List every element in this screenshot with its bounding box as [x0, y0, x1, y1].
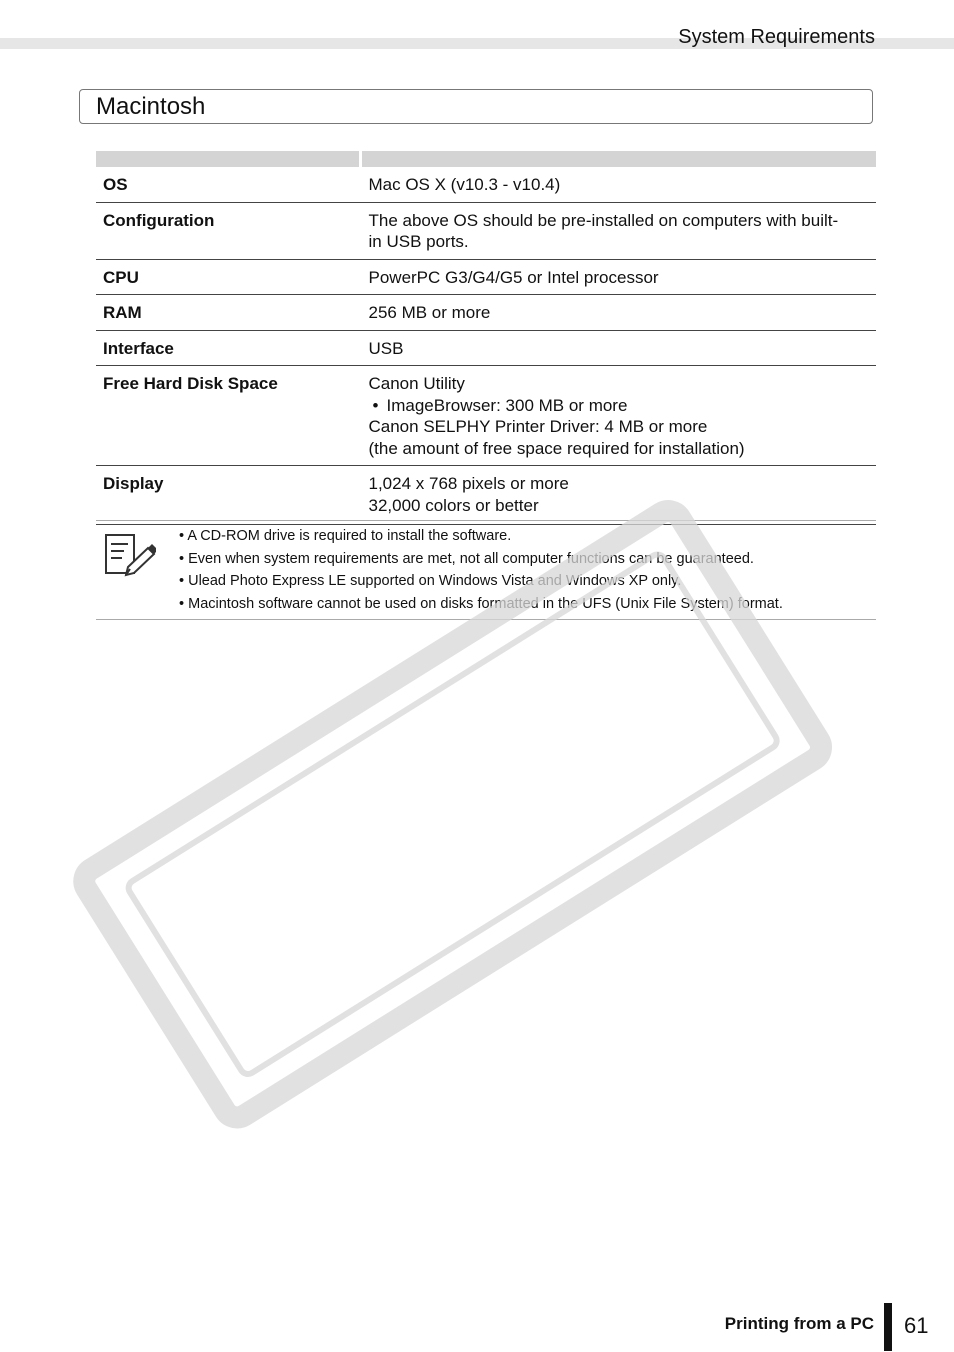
note-box: [96, 520, 876, 620]
row-label-configuration: Configuration: [96, 202, 361, 259]
row-value-configuration: [361, 202, 877, 259]
row-label-os: OS: [96, 167, 361, 202]
table-row: [96, 259, 876, 295]
list-item: • A CD-ROM drive is required to install the software.: [179, 525, 783, 548]
value-line: 1,024 x 768 pixels or more: [368, 474, 569, 493]
value-line: Canon Utility: [368, 374, 465, 393]
note-list: [179, 525, 783, 615]
page-number: 61: [904, 1313, 929, 1338]
row-value-os: [361, 167, 877, 202]
row-value-display: [361, 466, 877, 525]
row-label-ram: RAM: [96, 295, 361, 331]
table-header-cell-label: [96, 151, 361, 167]
row-value-interface: [361, 330, 877, 366]
list-item: • Ulead Photo Express LE supported on Windows Vista and Windows XP only.: [179, 570, 783, 593]
footer-divider-bar: [884, 1303, 892, 1351]
footer-section-label: Printing from a PC: [724, 1314, 874, 1333]
table-row: [96, 202, 876, 259]
section-heading-box: [79, 89, 873, 124]
row-value-free-hard-disk-space: [361, 366, 877, 466]
row-value-cpu: [361, 259, 877, 295]
row-value-ram: [361, 295, 877, 331]
value-line: USB: [368, 338, 404, 358]
page-header-title: System Requirements: [678, 26, 875, 48]
table-header-row: [96, 151, 876, 167]
row-label-cpu: CPU: [96, 259, 361, 295]
section-title: Macintosh: [96, 93, 206, 120]
table-row: [96, 295, 876, 331]
table-row: [96, 330, 876, 366]
value-line: (the amount of free space required for installation): [368, 438, 745, 458]
list-item: • Macintosh software cannot be used on disks formatted in the UFS (Unix File System) format.: [179, 593, 783, 616]
table-row: [96, 366, 876, 466]
table-row: [96, 466, 876, 525]
value-bullet-line: • ImageBrowser: 300 MB or more: [369, 395, 871, 417]
memo-pencil-icon: [104, 531, 156, 577]
value-line: Mac OS X (v10.3 - v10.4): [368, 175, 561, 194]
list-item: • Even when system requirements are met, not all computer functions can be guaranteed.: [179, 548, 783, 571]
value-line: PowerPC G3/G4/G5 or Intel processor: [368, 267, 659, 287]
row-label-free-hard-disk-space: Free Hard Disk Space: [96, 366, 361, 466]
value-line: 256 MB or more: [368, 303, 491, 322]
value-line: in USB ports.: [368, 232, 469, 251]
table-header-cell-value: [361, 151, 877, 167]
value-line: Canon SELPHY Printer Driver: 4 MB or more: [368, 417, 708, 436]
table-row: [96, 167, 876, 202]
system-requirements-table: [96, 151, 876, 525]
value-line: The above OS should be pre-installed on computers with built-: [368, 210, 839, 230]
value-line: 32,000 colors or better: [368, 495, 539, 515]
row-label-display: Display: [96, 466, 361, 525]
row-label-interface: Interface: [96, 330, 361, 366]
